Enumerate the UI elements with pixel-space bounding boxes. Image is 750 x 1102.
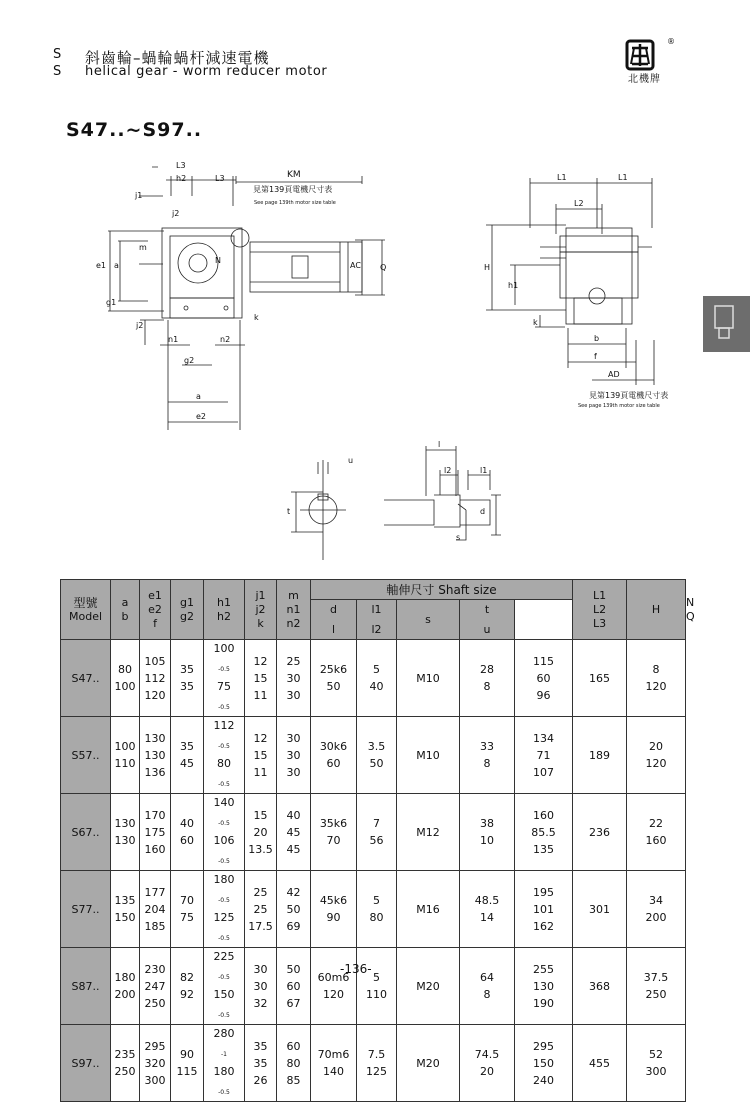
- cell-mn: 40 45 45: [277, 794, 311, 871]
- label-h1: h1: [508, 281, 519, 290]
- cell-NQ: 22 160: [627, 794, 686, 871]
- cell-ef: 177 204 185: [140, 871, 171, 948]
- label-j1: j1: [135, 191, 143, 200]
- registered-mark: ®: [667, 37, 675, 46]
- table-row: [61, 948, 686, 1025]
- cell-ab: 235 250: [111, 1025, 140, 1102]
- cell-ef: 105 112 120: [140, 640, 171, 717]
- label-L3: L3: [176, 161, 186, 170]
- label-L1a: L1: [557, 173, 567, 182]
- cell-g: 35 45: [171, 717, 204, 794]
- cell-tu: 28 8: [460, 640, 515, 717]
- cell-s: M20: [397, 1025, 460, 1102]
- label-f: f: [594, 352, 597, 361]
- label-b: b: [594, 334, 600, 343]
- brand-name: 北機牌: [628, 74, 661, 85]
- cell-dl: 35k6 70: [311, 794, 357, 871]
- col-mn: m n1 n2: [277, 580, 311, 640]
- cell-jk: 12 15 11: [245, 717, 277, 794]
- label-j2: j2: [172, 209, 180, 218]
- col-model: 型號 Model: [61, 580, 111, 640]
- col-ef: e1 e2 f: [140, 580, 171, 640]
- cell-ef: 130 130 136: [140, 717, 171, 794]
- section-tab-icon: [703, 296, 750, 352]
- cell-L: 160 85.5 135: [515, 794, 573, 871]
- label-L1b: L1: [618, 173, 628, 182]
- col-jk: j1 j2 k: [245, 580, 277, 640]
- cell-model: S77..: [61, 871, 111, 948]
- cell-l12: 7.5 125: [357, 1025, 397, 1102]
- cell-h: 225 $_{-0.5}$ 150 $_{-0.5}$: [204, 948, 245, 1025]
- label-a2: a: [196, 392, 201, 401]
- label-L3b: L3: [215, 174, 225, 183]
- motor-note-cn: 見第139頁電機尺寸表: [253, 185, 333, 194]
- cell-h: 100 $_{-0.5}$ 75 $_{-0.5}$: [204, 640, 245, 717]
- cell-ef: 295 320 300: [140, 1025, 171, 1102]
- cell-H: 236: [573, 794, 627, 871]
- cell-L: 134 71 107: [515, 717, 573, 794]
- cell-tu: 38 10: [460, 794, 515, 871]
- label-a: a: [114, 261, 119, 270]
- cell-jk: 15 20 13.5: [245, 794, 277, 871]
- cell-tu: 74.5 20: [460, 1025, 515, 1102]
- col-g: g1 g2: [171, 580, 204, 640]
- right-note-cn: 見第139頁電機尺寸表: [589, 391, 669, 400]
- cell-s: M12: [397, 794, 460, 871]
- cell-g: 90 115: [171, 1025, 204, 1102]
- cell-s: M20: [397, 948, 460, 1025]
- cell-mn: 42 50 69: [277, 871, 311, 948]
- cell-H: 368: [573, 948, 627, 1025]
- table-row: [61, 871, 686, 948]
- table-row: [61, 717, 686, 794]
- label-u: u: [348, 456, 354, 465]
- label-l1: l1: [480, 466, 488, 475]
- cell-ab: 130 130: [111, 794, 140, 871]
- cell-H: 165: [573, 640, 627, 717]
- label-H: H: [484, 263, 491, 272]
- cell-model: S47..: [61, 640, 111, 717]
- label-l2: l2: [444, 466, 452, 475]
- label-j2b: j2: [136, 321, 144, 330]
- label-d: d: [480, 507, 486, 516]
- header-title-en: helical gear - worm reducer motor: [85, 64, 328, 79]
- label-e2: e2: [196, 412, 207, 421]
- label-k: k: [254, 313, 259, 322]
- cell-model: S57..: [61, 717, 111, 794]
- label-e1: e1: [96, 261, 107, 270]
- header-prefix-en: S: [53, 64, 62, 79]
- label-AC: AC: [350, 261, 361, 270]
- cell-l12: 5 40: [357, 640, 397, 717]
- cell-model: S67..: [61, 794, 111, 871]
- cell-g: 82 92: [171, 948, 204, 1025]
- col-shaft-size: 軸伸尺寸 Shaft size: [311, 580, 573, 600]
- cell-NQ: 8 120: [627, 640, 686, 717]
- right-note-en: See page 139th motor size table: [578, 403, 660, 409]
- cell-jk: 25 25 17.5: [245, 871, 277, 948]
- cell-h: 180 $_{-0.5}$ 125 $_{-0.5}$: [204, 871, 245, 948]
- section-tab: [703, 296, 750, 352]
- cell-ab: 180 200: [111, 948, 140, 1025]
- cell-model: S97..: [61, 1025, 111, 1102]
- label-n1: n1: [168, 335, 179, 344]
- cell-mn: 30 30 30: [277, 717, 311, 794]
- cell-tu: 48.5 14: [460, 871, 515, 948]
- page-number: -136-: [340, 962, 372, 976]
- cell-L: 195 101 162: [515, 871, 573, 948]
- table-row: [61, 1025, 686, 1102]
- cell-NQ: 34 200: [627, 871, 686, 948]
- cell-L: 115 60 96: [515, 640, 573, 717]
- dimension-table: 型號 Model a b e1 e2 f g1 g2 h1 h2 j1 j2 k m n1 n2 軸伸尺寸 Shaft size L1 L2 L3 H N Q d l l1 l2 s t u S47.. 80 100 105 112 120 35 35 100 $_{-0.5}$ 75 $_{-0.5}$ 12 15 11 25 30 30 25k6 50 5 40 M10 28 8 115 60 96 165 8 120 S57.. 100 110 130 130 136 35 45 112 $_{-0.5}$ 80 $_{-0.5}$ 12 15 11 30 30 30 30k6 60 3.5 50 M10 33 8 134 71 107 189 20 120 S67.. 130 130 170 175 160 40 60 140 $_{-0.5}$ 106 $_{-0.5}$ 15 20 13.5 40 45 45 35k6 70 7 56 M12 38 10 160 85.5 135 236 22 160 S77.. 135 150 177 204 185 70 75 180 $_{-0.5}$ 125 $_{-0.5}$ 25 25 17.5 42 50 69 45k6 90 5 80 M16 48.5 14 195 101 162 301 34 200 S87.. 180 200 230 247 250 82 92 225 $_{-0.5}$ 150 $_{-0.5}$ 30 30 32 50 60 67 60m6 120 5 110 M20 64 8 255 130 190 368 37.5 250 S97.. 235 250 295 320 300 90 115 280 $_{-1}$ 180 $_{-0.5}$ 35 35 26 60 80 85 70m6 140 7.5 125 M20 74.5 20 295 150 240 455 52 300: [60, 579, 686, 1102]
- label-h2: h2: [176, 174, 187, 183]
- table-row: [61, 794, 686, 871]
- cell-jk: 35 35 26: [245, 1025, 277, 1102]
- cell-ab: 80 100: [111, 640, 140, 717]
- label-s: s: [456, 533, 461, 542]
- label-kb: k: [533, 318, 538, 327]
- col-ab: a b: [111, 580, 140, 640]
- col-dl: d l: [311, 600, 357, 640]
- header-title-cn: 斜齒輪–蝸輪蝸杆減速電機: [85, 49, 270, 67]
- cell-dl: 25k6 50: [311, 640, 357, 717]
- cell-l12: 7 56: [357, 794, 397, 871]
- label-N: N: [215, 256, 221, 265]
- cell-tu: 33 8: [460, 717, 515, 794]
- cell-H: 301: [573, 871, 627, 948]
- cell-l12: 5 80: [357, 871, 397, 948]
- cell-g: 70 75: [171, 871, 204, 948]
- cell-h: 280 $_{-1}$ 180 $_{-0.5}$: [204, 1025, 245, 1102]
- cell-L: 255 130 190: [515, 948, 573, 1025]
- col-h: h1 h2: [204, 580, 245, 640]
- cell-g: 40 60: [171, 794, 204, 871]
- cell-H: 455: [573, 1025, 627, 1102]
- cell-ef: 230 247 250: [140, 948, 171, 1025]
- label-AD: AD: [608, 370, 620, 379]
- cell-dl: 30k6 60: [311, 717, 357, 794]
- cell-ab: 100 110: [111, 717, 140, 794]
- label-n2: n2: [220, 335, 231, 344]
- label-Q: Q: [380, 263, 387, 272]
- cell-jk: 12 15 11: [245, 640, 277, 717]
- cell-H: 189: [573, 717, 627, 794]
- label-m: m: [139, 243, 147, 252]
- cell-L: 295 150 240: [515, 1025, 573, 1102]
- motor-note-en: See page 139th motor size table: [254, 200, 336, 206]
- label-t: t: [287, 507, 291, 516]
- col-tu: t u: [460, 600, 515, 640]
- cell-jk: 30 30 32: [245, 948, 277, 1025]
- cell-l12: 5 110: [357, 948, 397, 1025]
- col-H: H: [627, 580, 686, 640]
- label-l: l: [438, 440, 441, 449]
- cell-model: S87..: [61, 948, 111, 1025]
- cell-ef: 170 175 160: [140, 794, 171, 871]
- cell-l12: 3.5 50: [357, 717, 397, 794]
- col-l12: l1 l2: [357, 600, 397, 640]
- cell-mn: 25 30 30: [277, 640, 311, 717]
- cell-dl: 45k6 90: [311, 871, 357, 948]
- col-L: L1 L2 L3: [573, 580, 627, 640]
- cell-mn: 50 60 67: [277, 948, 311, 1025]
- cell-h: 140 $_{-0.5}$ 106 $_{-0.5}$: [204, 794, 245, 871]
- label-g2: g2: [184, 356, 195, 365]
- cell-g: 35 35: [171, 640, 204, 717]
- table-row: [61, 640, 686, 717]
- label-g1: g1: [106, 298, 117, 307]
- cell-NQ: 20 120: [627, 717, 686, 794]
- header-prefix-cn: S: [53, 47, 62, 62]
- cell-dl: 70m6 140: [311, 1025, 357, 1102]
- cell-NQ: 37.5 250: [627, 948, 686, 1025]
- cell-h: 112 $_{-0.5}$ 80 $_{-0.5}$: [204, 717, 245, 794]
- cell-dl: 60m6 120: [311, 948, 357, 1025]
- col-s: s: [397, 600, 460, 640]
- cell-s: M10: [397, 717, 460, 794]
- cell-NQ: 52 300: [627, 1025, 686, 1102]
- cell-tu: 64 8: [460, 948, 515, 1025]
- cell-mn: 60 80 85: [277, 1025, 311, 1102]
- cell-s: M16: [397, 871, 460, 948]
- label-L2: L2: [574, 199, 584, 208]
- cell-ab: 135 150: [111, 871, 140, 948]
- label-KM: KM: [287, 170, 301, 180]
- model-range-title: S47..~S97..: [66, 119, 203, 141]
- cell-s: M10: [397, 640, 460, 717]
